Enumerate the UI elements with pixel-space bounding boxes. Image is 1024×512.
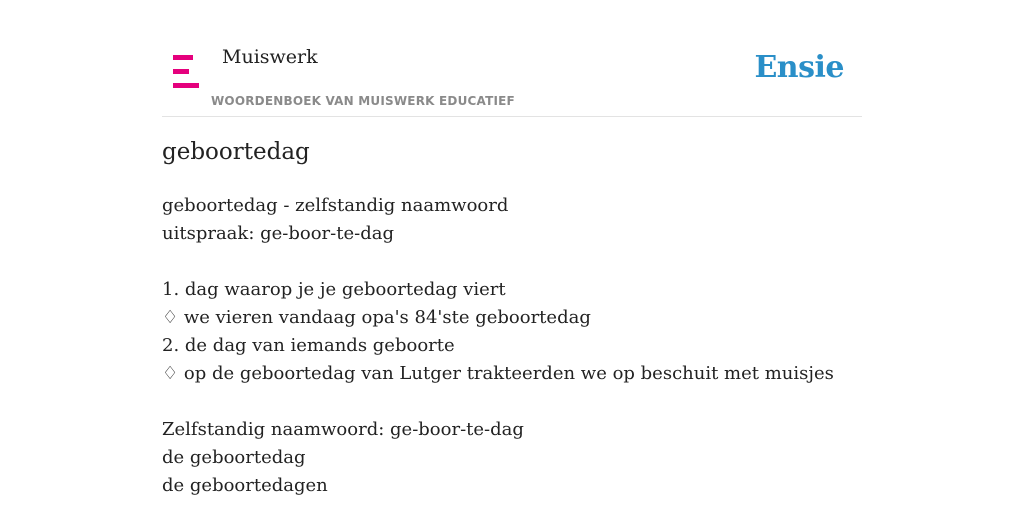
definition-line: 1. dag waarop je je geboortedag viert: [162, 279, 506, 300]
muiswerk-logo-icon[interactable]: [173, 55, 201, 88]
definition-line: [162, 388, 862, 416]
definition-line: geboortedag - zelfstandig naamwoord: [162, 195, 509, 216]
ensie-logo[interactable]: Ensie: [754, 50, 844, 85]
definition-line: de geboortedagen: [162, 475, 328, 496]
brand-name[interactable]: Muiswerk: [222, 46, 318, 68]
definition-line: [162, 248, 862, 276]
brand-subtitle: WOORDENBOEK VAN MUISWERK EDUCATIEF: [211, 94, 515, 108]
definition-line: uitspraak: ge-boor-te-dag: [162, 223, 394, 244]
definition-line: ♢ we vieren vandaag opa's 84'ste geboortedag: [162, 307, 591, 328]
definition-line: Zelfstandig naamwoord: ge-boor-te-dag: [162, 419, 524, 440]
definition-line: ♢ op de geboortedag van Lutger trakteerden we op beschuit met muisjes: [162, 363, 834, 384]
definition-line: 2. de dag van iemands geboorte: [162, 335, 455, 356]
page-title: geboortedag: [162, 139, 310, 165]
definition-line: de geboortedag: [162, 447, 306, 468]
definition-body: [162, 192, 862, 500]
header: [162, 0, 862, 117]
